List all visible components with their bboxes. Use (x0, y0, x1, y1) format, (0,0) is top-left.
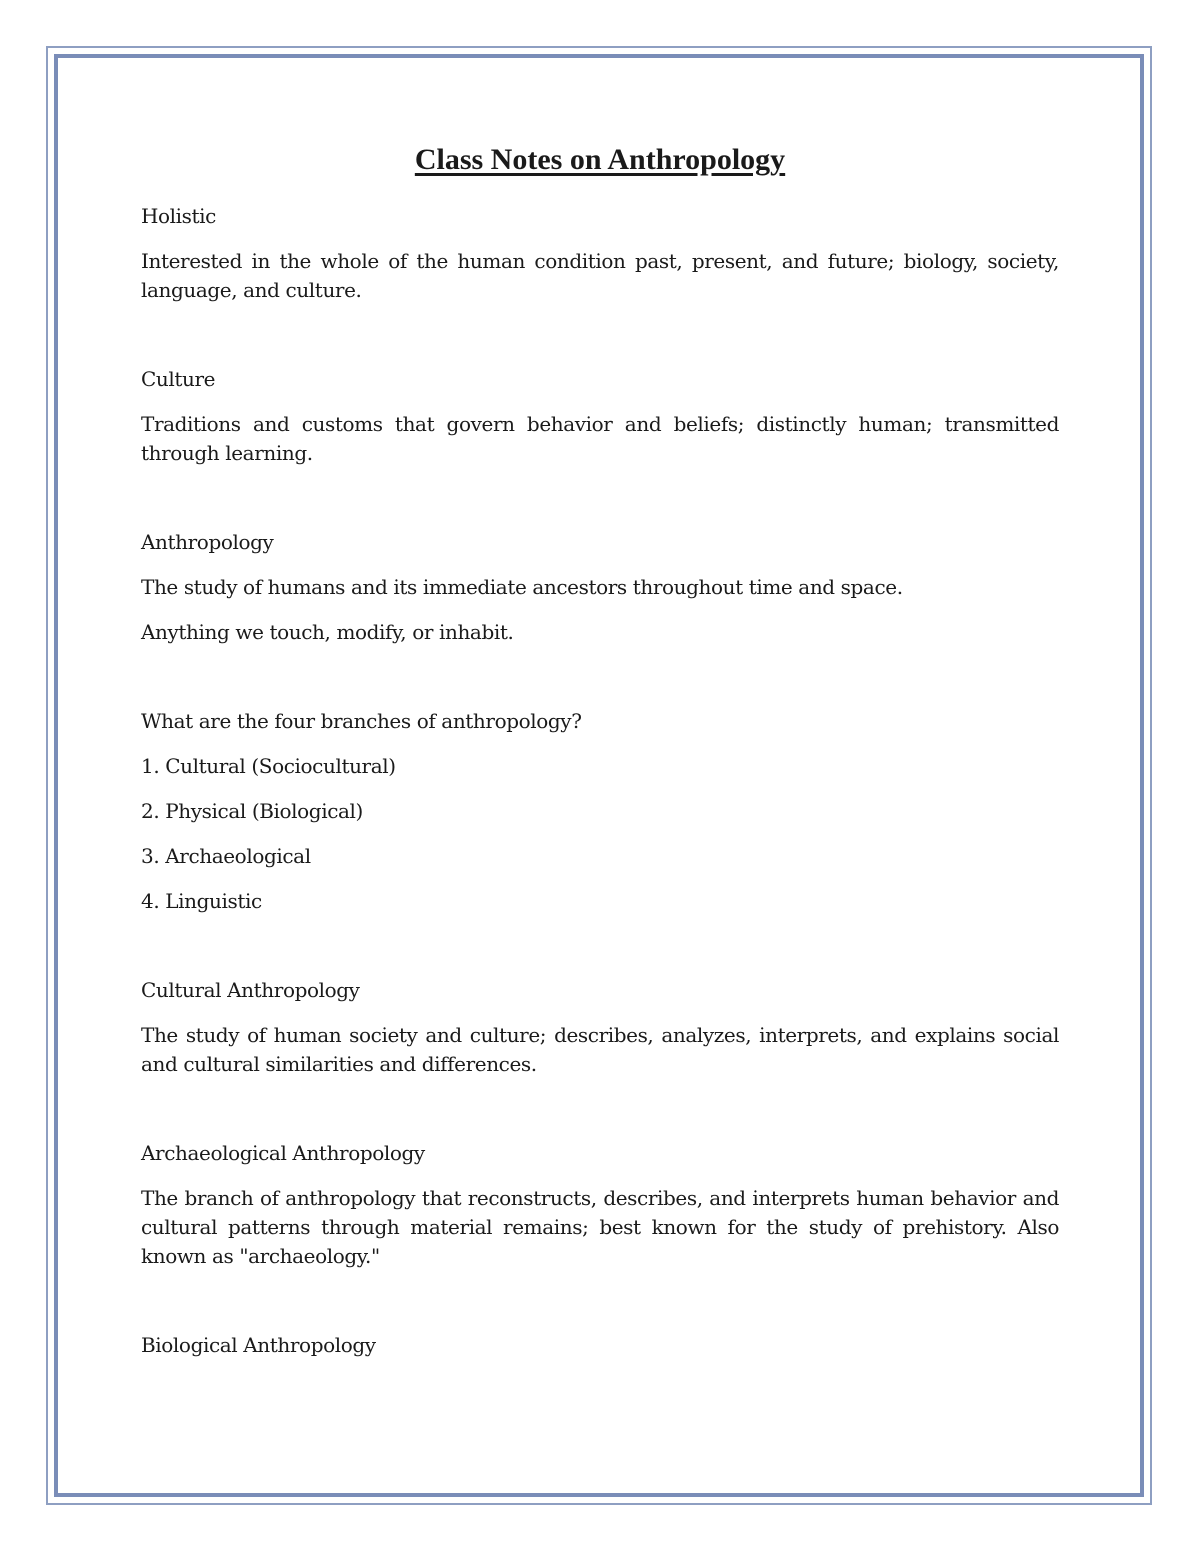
term-definition: Traditions and customs that govern behavior and beliefs; distinctly human; transmitted through learning. (141, 412, 1059, 465)
term-heading: Biological Anthropology (141, 1333, 376, 1357)
list-item: 4. Linguistic (141, 889, 262, 913)
list-item: 2. Physical (Biological) (141, 799, 363, 823)
section-cultural-anthropology (141, 976, 1059, 1079)
section-archaeological-anthropology (141, 1139, 1059, 1271)
section-anthropology (141, 528, 1059, 647)
document-body (141, 140, 1059, 1376)
section-culture (141, 365, 1059, 468)
term-definition: Interested in the whole of the human condition past, present, and future; biology, society, language, and culture. (141, 249, 1059, 302)
list-item: 1. Cultural (Sociocultural) (141, 754, 396, 778)
term-note: Anything we touch, modify, or inhabit. (141, 620, 514, 644)
branches-question: What are the four branches of anthropology? (141, 709, 582, 733)
term-heading: Anthropology (141, 530, 274, 554)
section-holistic (141, 202, 1059, 305)
term-heading: Cultural Anthropology (141, 978, 360, 1002)
term-definition: The branch of anthropology that reconstructs, describes, and interprets human behavior and cultural patterns through material remains; best known for the study of prehistory. Also known as "archaeology." (141, 1186, 1059, 1268)
section-biological-anthropology (141, 1331, 1059, 1360)
term-heading: Archaeological Anthropology (141, 1141, 425, 1165)
term-definition: The study of humans and its immediate ancestors throughout time and space. (141, 575, 903, 599)
document-title: Class Notes on Anthropology (414, 143, 786, 176)
term-heading: Culture (141, 367, 216, 391)
term-heading: Holistic (141, 204, 216, 228)
section-branches (141, 707, 1059, 916)
term-definition: The study of human society and culture; describes, analyzes, interprets, and explains social and cultural similarities and differences. (141, 1023, 1059, 1076)
list-item: 3. Archaeological (141, 844, 311, 868)
